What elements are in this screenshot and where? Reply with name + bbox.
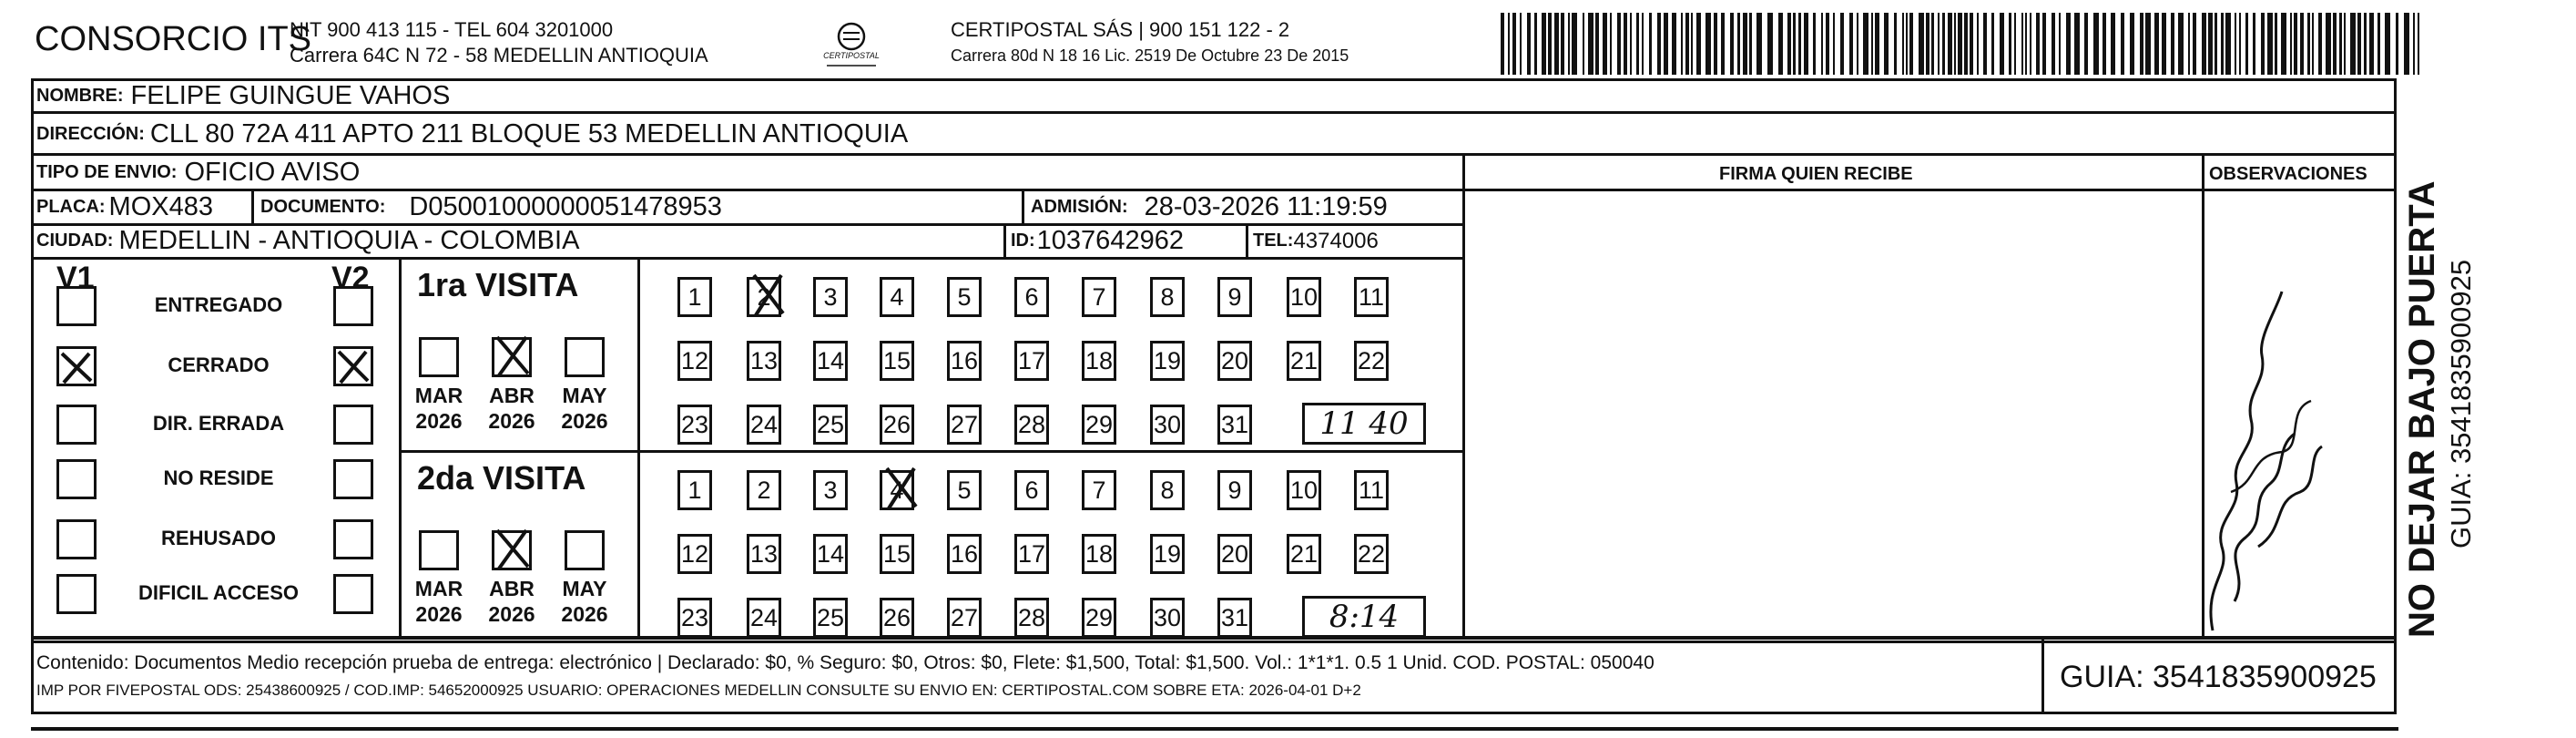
month-checkbox[interactable] bbox=[565, 530, 605, 570]
day-box[interactable]: 19 bbox=[1150, 341, 1185, 381]
month-year: 2026 bbox=[561, 602, 608, 626]
cell-divider bbox=[1246, 223, 1248, 257]
tipo-value: OFICIO AVISO bbox=[184, 157, 361, 187]
tel-label: TEL: bbox=[1253, 231, 1294, 251]
day-box[interactable]: 17 bbox=[1014, 534, 1049, 574]
month-label bbox=[557, 576, 612, 627]
month-label bbox=[557, 383, 612, 434]
id-cell bbox=[1011, 225, 1184, 257]
month-check-mark-icon bbox=[494, 527, 532, 570]
day-box[interactable]: 22 bbox=[1354, 534, 1389, 574]
month-checkbox[interactable] bbox=[419, 530, 459, 570]
day-box[interactable]: 27 bbox=[947, 598, 982, 638]
status-option-label: ENTREGADO bbox=[154, 293, 283, 316]
day-box[interactable]: 14 bbox=[813, 534, 848, 574]
day-box[interactable]: 28 bbox=[1014, 405, 1049, 445]
footer-guia: GUIA: 3541835900925 bbox=[2060, 660, 2377, 694]
visit-title: 1ra VISITA bbox=[417, 266, 579, 303]
direccion-label: DIRECCIÓN: bbox=[36, 123, 145, 144]
nombre-label: NOMBRE: bbox=[36, 85, 124, 106]
v1-checkbox[interactable] bbox=[56, 574, 97, 614]
company-address: Carrera 64C N 72 - 58 MEDELLIN ANTIOQUIA bbox=[290, 44, 708, 67]
footer-frame bbox=[31, 638, 2397, 714]
month-year: 2026 bbox=[488, 602, 535, 626]
logo-text: CERTIPOSTAL bbox=[823, 51, 880, 60]
day-box[interactable]: 4 bbox=[880, 277, 914, 317]
day-box[interactable]: 2 bbox=[747, 277, 781, 317]
v2-check-mark-icon bbox=[335, 348, 372, 384]
day-box[interactable]: 10 bbox=[1287, 277, 1321, 317]
month-label bbox=[412, 383, 466, 434]
placa-label: PLACA: bbox=[36, 196, 106, 217]
month-name: MAY bbox=[562, 384, 607, 407]
v2-checkbox[interactable] bbox=[333, 519, 373, 559]
day-box[interactable]: 13 bbox=[747, 534, 781, 574]
month-name: ABR bbox=[489, 577, 535, 600]
month-label bbox=[412, 576, 466, 627]
day-box[interactable]: 12 bbox=[677, 341, 712, 381]
day-box[interactable]: 15 bbox=[880, 534, 914, 574]
side-warning: NO DEJAR BAJO PUERTA bbox=[2402, 180, 2442, 638]
month-name: MAY bbox=[562, 577, 607, 600]
day-box[interactable]: 28 bbox=[1014, 598, 1049, 638]
observaciones-header: OBSERVACIONES bbox=[2209, 164, 2367, 184]
day-box[interactable]: 1 bbox=[677, 277, 712, 317]
v1-check-mark-icon bbox=[58, 350, 95, 384]
day-box[interactable]: 5 bbox=[947, 277, 982, 317]
month-label bbox=[484, 576, 539, 627]
company-nit: NIT 900 413 115 - TEL 604 3201000 bbox=[290, 18, 614, 41]
month-year: 2026 bbox=[415, 602, 463, 626]
day-box[interactable]: 23 bbox=[677, 598, 712, 638]
day-box[interactable]: 3 bbox=[813, 277, 848, 317]
day-box[interactable]: 30 bbox=[1150, 598, 1185, 638]
v2-checkbox[interactable] bbox=[333, 459, 373, 499]
day-box[interactable]: 16 bbox=[947, 534, 982, 574]
cell-divider bbox=[1003, 223, 1006, 257]
day-check-mark-icon bbox=[883, 465, 920, 510]
company-name: CONSORCIO ITS bbox=[35, 20, 312, 58]
documento-label: DOCUMENTO: bbox=[260, 196, 386, 217]
side-guia: GUIA: 3541835900925 bbox=[2445, 259, 2477, 548]
day-box[interactable]: 25 bbox=[813, 598, 848, 638]
status-option-label: REHUSADO bbox=[161, 527, 276, 549]
day-box[interactable]: 17 bbox=[1014, 341, 1049, 381]
status-option-label: CERRADO bbox=[168, 354, 270, 376]
status-option-label: DIR. ERRADA bbox=[152, 412, 285, 435]
day-box[interactable]: 3 bbox=[813, 470, 848, 510]
tel-value: 4374006 bbox=[1293, 228, 1379, 253]
month-name: ABR bbox=[489, 384, 535, 407]
day-box[interactable]: 9 bbox=[1217, 470, 1252, 510]
direccion-row bbox=[36, 115, 908, 153]
day-box[interactable]: 23 bbox=[677, 405, 712, 445]
month-name: MAR bbox=[414, 384, 463, 407]
v1-checkbox[interactable] bbox=[56, 459, 97, 499]
month-year: 2026 bbox=[561, 409, 608, 433]
day-box[interactable]: 24 bbox=[747, 405, 781, 445]
direccion-value: CLL 80 72A 411 APTO 211 BLOQUE 53 MEDELLIN ANTIOQUIA bbox=[149, 118, 909, 149]
v2-checkbox[interactable] bbox=[333, 405, 373, 445]
admision-label: ADMISIÓN: bbox=[1031, 196, 1128, 217]
month-name: MAR bbox=[414, 577, 463, 600]
footer-line2: IMP POR FIVEPOSTAL ODS: 25438600925 / COD.IMP: 54652000925 USUARIO: OPERACIONES MEDELLIN CONSULTE SU ENVIO EN: CERTIPOSTAL.COM SOBRE ETA: 2026-04-01 D+2 bbox=[36, 682, 1361, 699]
day-box[interactable]: 6 bbox=[1014, 277, 1049, 317]
day-box[interactable]: 9 bbox=[1217, 277, 1252, 317]
day-box[interactable]: 21 bbox=[1287, 341, 1321, 381]
day-box[interactable]: 24 bbox=[747, 598, 781, 638]
certipostal-logo bbox=[801, 16, 901, 71]
v2-checkbox[interactable] bbox=[333, 574, 373, 614]
cell-divider bbox=[1022, 189, 1024, 223]
day-box[interactable]: 18 bbox=[1082, 341, 1116, 381]
day-box[interactable]: 22 bbox=[1354, 341, 1389, 381]
placa-value: MOX483 bbox=[108, 191, 213, 221]
barcode bbox=[1501, 13, 2424, 75]
row-divider bbox=[31, 257, 1465, 260]
day-box[interactable]: 11 bbox=[1354, 470, 1389, 510]
visit-separator bbox=[399, 450, 1464, 453]
v2-label: V2 bbox=[331, 261, 370, 295]
row-divider bbox=[31, 111, 2397, 114]
day-box[interactable]: 5 bbox=[947, 470, 982, 510]
cell-divider bbox=[251, 189, 254, 223]
month-check-mark-icon bbox=[494, 333, 532, 377]
cut-line bbox=[31, 727, 2398, 731]
v2-checkbox[interactable] bbox=[333, 286, 373, 326]
day-box[interactable]: 25 bbox=[813, 405, 848, 445]
col-divider bbox=[1462, 153, 1465, 638]
ciudad-cell bbox=[36, 225, 579, 257]
day-box[interactable]: 19 bbox=[1150, 534, 1185, 574]
ciudad-label: CIUDAD: bbox=[36, 231, 114, 251]
placa-cell bbox=[36, 190, 213, 223]
visit-divider bbox=[637, 257, 640, 638]
day-box[interactable]: 21 bbox=[1287, 534, 1321, 574]
tipo-label: TIPO DE ENVIO: bbox=[36, 161, 178, 182]
day-box[interactable]: 30 bbox=[1150, 405, 1185, 445]
day-box[interactable]: 31 bbox=[1217, 598, 1252, 638]
v1-checkbox[interactable] bbox=[56, 519, 97, 559]
tipo-row bbox=[36, 156, 360, 189]
visit-title: 2da VISITA bbox=[417, 459, 586, 497]
day-box[interactable]: 18 bbox=[1082, 534, 1116, 574]
day-box[interactable]: 29 bbox=[1082, 405, 1116, 445]
day-box[interactable]: 8 bbox=[1150, 470, 1185, 510]
day-box[interactable]: 13 bbox=[747, 341, 781, 381]
nombre-row bbox=[36, 80, 450, 111]
certipostal-info: CERTIPOSTAL SÁS | 900 151 122 - 2 bbox=[951, 18, 1290, 41]
admision-value: 28-03-2026 11:19:59 bbox=[1144, 191, 1388, 221]
documento-cell bbox=[260, 190, 722, 223]
day-check-mark-icon bbox=[750, 272, 787, 317]
day-box[interactable]: 14 bbox=[813, 341, 848, 381]
footer-line1: Contenido: Documentos Medio recepción prueba de entrega: electrónico | Declarado: $0, % Seguro: $0, Otros: $0, Flete: $1,500, Total: $1,500. Vol.: 1*1*1. 0.5 1 Unid. COD. POSTAL: 050040 bbox=[36, 652, 1655, 673]
day-box[interactable]: 11 bbox=[1354, 277, 1389, 317]
month-year: 2026 bbox=[415, 409, 463, 433]
firma-header: FIRMA QUIEN RECIBE bbox=[1719, 164, 1913, 184]
day-box[interactable]: 29 bbox=[1082, 598, 1116, 638]
id-value: 1037642962 bbox=[1036, 226, 1184, 255]
month-label bbox=[484, 383, 539, 434]
month-checkbox[interactable] bbox=[419, 337, 459, 377]
day-box[interactable]: 26 bbox=[880, 405, 914, 445]
day-box[interactable]: 20 bbox=[1217, 341, 1252, 381]
day-box[interactable]: 20 bbox=[1217, 534, 1252, 574]
handwritten-time: 11 40 bbox=[1302, 403, 1426, 445]
day-box[interactable]: 31 bbox=[1217, 405, 1252, 445]
row-divider bbox=[31, 153, 2397, 156]
v1-checkbox[interactable] bbox=[56, 286, 97, 326]
nombre-value: FELIPE GUINGUE VAHOS bbox=[130, 80, 451, 110]
month-checkbox[interactable] bbox=[565, 337, 605, 377]
day-box[interactable]: 27 bbox=[947, 405, 982, 445]
handwritten-time: 8:14 bbox=[1302, 596, 1426, 638]
admision-cell bbox=[1031, 190, 1388, 223]
day-box[interactable]: 15 bbox=[880, 341, 914, 381]
day-box[interactable]: 7 bbox=[1082, 277, 1116, 317]
day-box[interactable]: 6 bbox=[1014, 470, 1049, 510]
day-box[interactable]: 10 bbox=[1287, 470, 1321, 510]
day-box[interactable]: 16 bbox=[947, 341, 982, 381]
day-box[interactable]: 1 bbox=[677, 470, 712, 510]
documento-value: D05001000000051478953 bbox=[409, 191, 722, 221]
status-option-label: NO RESIDE bbox=[163, 466, 274, 489]
handwritten-signature bbox=[2194, 273, 2340, 638]
v1-checkbox[interactable] bbox=[56, 405, 97, 445]
v1-label: V1 bbox=[56, 261, 95, 295]
day-box[interactable]: 7 bbox=[1082, 470, 1116, 510]
status-divider bbox=[399, 257, 402, 638]
day-box[interactable]: 4 bbox=[880, 470, 914, 510]
ciudad-value: MEDELLIN - ANTIOQUIA - COLOMBIA bbox=[118, 226, 580, 255]
form-frame bbox=[31, 78, 2397, 643]
day-box[interactable]: 2 bbox=[747, 470, 781, 510]
tel-cell bbox=[1253, 225, 1379, 257]
certipostal-address: Carrera 80d N 18 16 Lic. 2519 De Octubre 23 De 2015 bbox=[951, 46, 1349, 65]
logo-icon bbox=[801, 16, 901, 71]
day-box[interactable]: 8 bbox=[1150, 277, 1185, 317]
id-label: ID: bbox=[1011, 231, 1035, 251]
day-box[interactable]: 12 bbox=[677, 534, 712, 574]
day-box[interactable]: 26 bbox=[880, 598, 914, 638]
status-option-label: DIFICIL ACCESO bbox=[137, 581, 299, 604]
month-year: 2026 bbox=[488, 409, 535, 433]
